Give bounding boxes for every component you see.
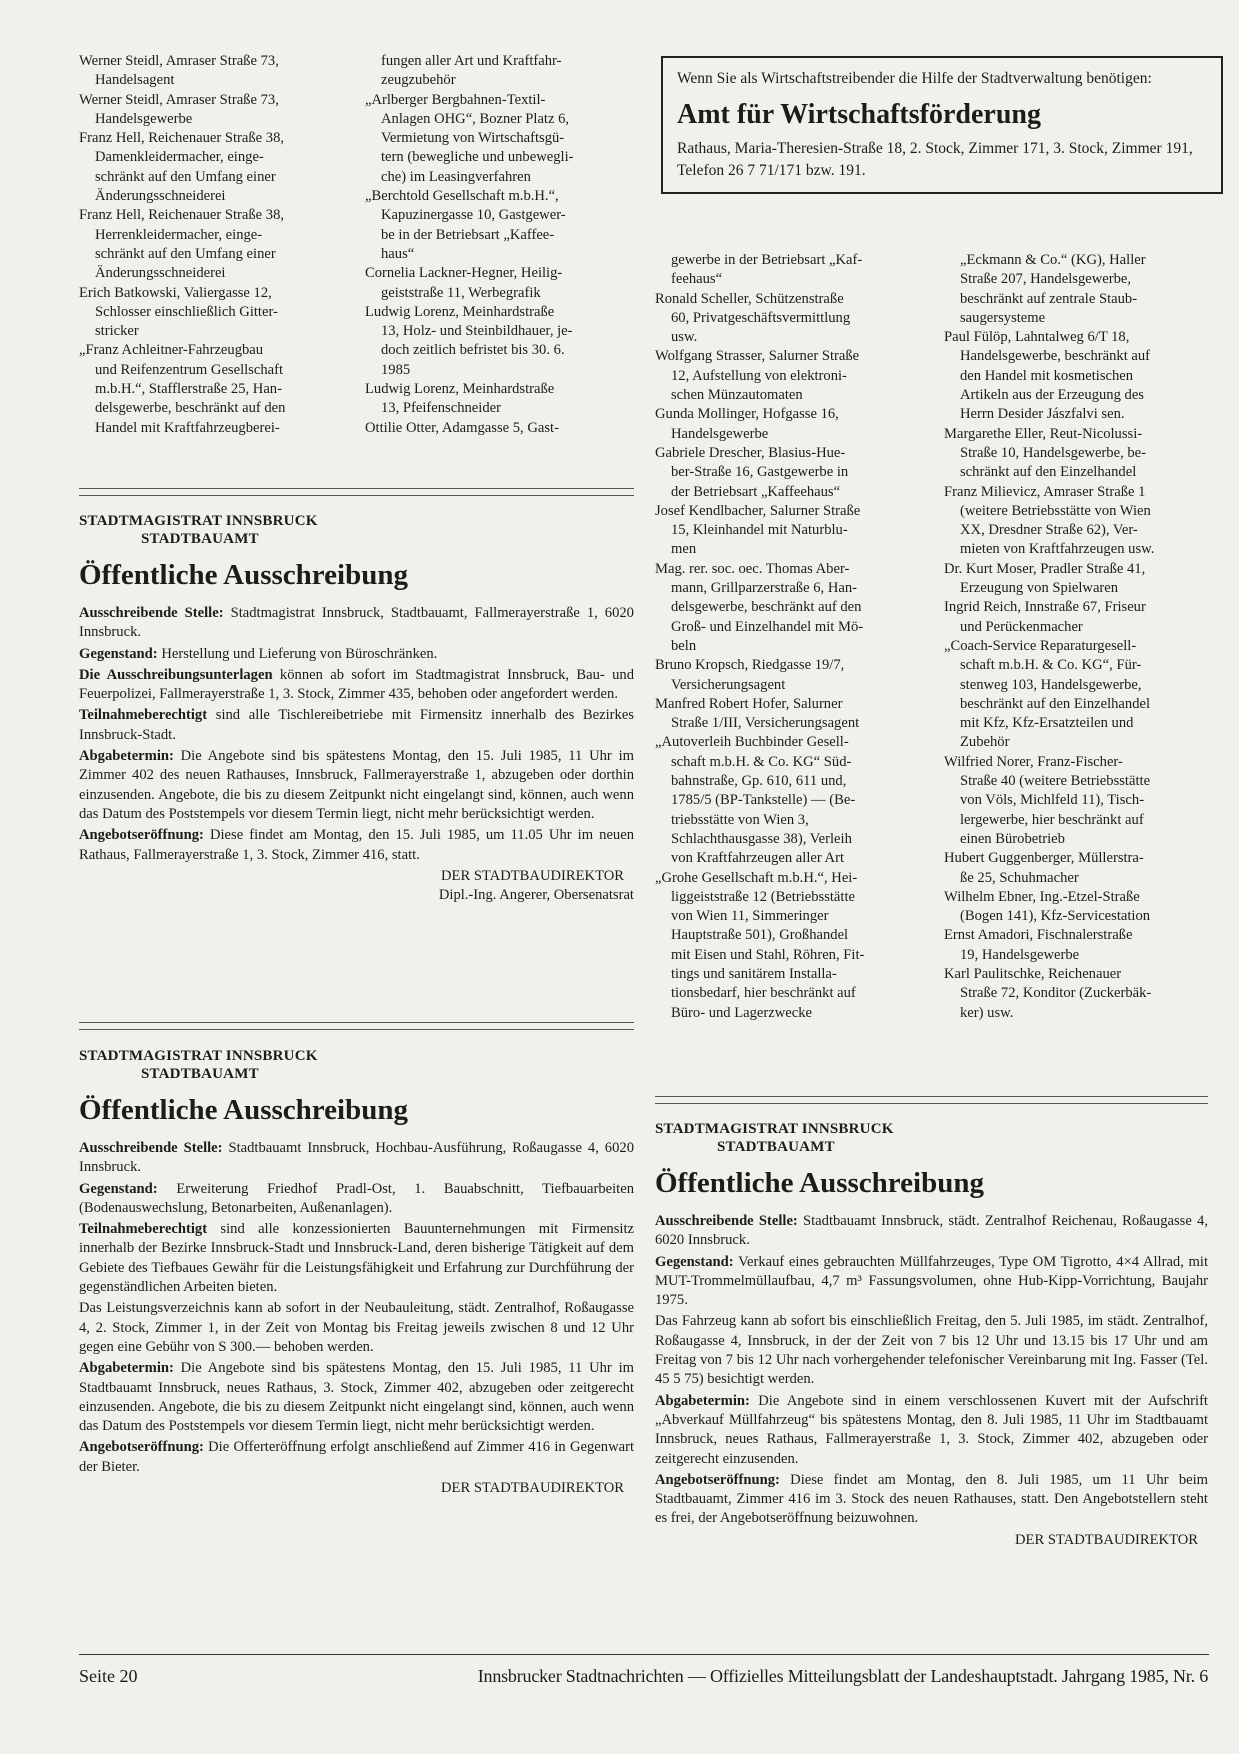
- listing-line: ker) usw.: [960, 1004, 1014, 1021]
- page-number: Seite 20: [79, 1666, 138, 1686]
- signature-name: Dipl.-Ing. Angerer, Obersenatsrat: [438, 887, 634, 904]
- listing-line: tern (bewegliche und unbewegli-: [381, 149, 574, 166]
- paragraph: Ausschreibende Stelle: Stadtmagistrat Innsbruck, Stadtbauamt, Fallmerayerstraße 1, 6020 Innsbruck.: [79, 605, 634, 641]
- footer-rule: [79, 1654, 1209, 1655]
- listing-line: Kapuzinergasse 10, Gastgewer-: [381, 207, 566, 224]
- listing-line: Straße 1/III, Versicherungsagent: [671, 715, 860, 732]
- listing-line: haus“: [381, 245, 415, 262]
- listing-line: Ludwig Lorenz, Meinhardstraße: [365, 381, 555, 398]
- listing-line: Handelsagent: [95, 72, 175, 89]
- column-3-listing: [655, 251, 925, 1023]
- listing-line: Erzeugung von Spielwaren: [960, 580, 1119, 597]
- listing-line: Versicherungsagent: [671, 676, 786, 693]
- listing-line: Karl Paulitschke, Reichenauer: [944, 965, 1122, 982]
- listing-line: delsgewerbe, beschränkt auf den: [671, 599, 862, 616]
- listing-line: lergewerbe, hier beschränkt auf: [960, 811, 1144, 828]
- listing-line: Ronald Scheller, Schützenstraße: [655, 290, 844, 307]
- listing-line: den Handel mit kosmetischen: [960, 367, 1134, 384]
- info-box: [661, 56, 1223, 194]
- authority: STADTMAGISTRAT INNSBRUCK STADTBAUAMT: [79, 513, 318, 547]
- listing-line: Franz Hell, Reichenauer Straße 38,: [79, 130, 285, 147]
- listing-line: Zubehör: [960, 734, 1010, 751]
- listing-line: Handelsgewerbe, beschränkt auf: [960, 348, 1151, 365]
- listing-line: mit Eisen und Stahl, Röhren, Fit-: [671, 946, 865, 963]
- paragraph: Gegenstand: Erweiterung Friedhof Pradl-Ost, 1. Bauabschnitt, Tiefbauarbeiten (Bodenauswechslung, Betonarbeiten, Außenanlagen).: [79, 1180, 634, 1216]
- listing-line: delsgewerbe, beschränkt auf den: [95, 400, 286, 417]
- listing-line: men: [671, 541, 697, 558]
- publication-title: Innsbrucker Stadtnachrichten — Offizielles Mitteilungsblatt der Landeshauptstadt. Jahrgang 1985, Nr. 6: [477, 1666, 1208, 1686]
- listing-line: Wilfried Norer, Franz-Fischer-: [944, 753, 1123, 770]
- divider: [79, 488, 634, 496]
- listing-line: Margarethe Eller, Reut-Nicolussi-: [944, 425, 1143, 442]
- listing-line: tionsbedarf, hier beschränkt auf: [671, 985, 856, 1002]
- paragraph: Ausschreibende Stelle: Stadtbauamt Innsbruck, städt. Zentralhof Reichenau, Roßaugasse 4, 6020 Innsbruck.: [655, 1213, 1208, 1249]
- listing-line: Vermietung von Wirtschaftsgü-: [381, 130, 565, 147]
- listing-line: Herrenkleidermacher, einge-: [95, 226, 263, 243]
- listing-line: 13, Holz- und Steinbildhauer, je-: [381, 323, 573, 340]
- listing-line: Mag. rer. soc. oec. Thomas Aber-: [655, 560, 850, 577]
- listing-line: che) im Leasingverfahren: [381, 168, 531, 185]
- listing-line: Ingrid Reich, Innstraße 67, Friseur: [944, 599, 1146, 616]
- paragraph: Teilnahmeberechtigt sind alle Tischlereibetriebe mit Firmensitz innerhalb des Bezirkes Innsbruck-Stadt.: [79, 707, 634, 743]
- tender-heading: Öffentliche Ausschreibung: [79, 1094, 408, 1126]
- listing-line: gewerbe in der Betriebsart „Kaf-: [671, 252, 863, 268]
- listing-line: Hauptstraße 501), Großhandel: [671, 927, 849, 944]
- tender-3: [655, 1120, 1208, 1550]
- paragraph: Das Fahrzeug kann ab sofort bis einschließlich Freitag, den 5. Juli 1985, im städt. Zentralhof, Roßaugasse 4, Innsbruck, in der der Zeit von 7 bis 12 Uhr und 13.15 bis 17 Uhr und am Freitag von 7 bis 12 Uhr nach vorhergehender telefonischer Vereinbarung mit Ing. Fasser (Tel. 45 5 75) besichtigt werden.: [655, 1313, 1208, 1388]
- listing-line: XX, Dresdner Straße 62), Ver-: [960, 522, 1138, 539]
- listing-line: Dr. Kurt Moser, Pradler Straße 41,: [944, 560, 1146, 577]
- listing-line: Ernst Amadori, Fischnalerstraße: [944, 927, 1133, 944]
- listing-line: von Wien 11, Simmeringer: [671, 908, 829, 925]
- listing-line: Franz Milievicz, Amraser Straße 1: [944, 483, 1146, 500]
- listing-line: (Bogen 141), Kfz-Servicestation: [960, 908, 1151, 925]
- listing-line: Groß- und Einzelhandel mit Mö-: [671, 618, 864, 635]
- listing-line: beschränkt auf den Einzelhandel: [960, 695, 1151, 712]
- listing-line: Ottilie Otter, Adamgasse 5, Gast-: [365, 419, 559, 436]
- listing-line: einen Bürobetrieb: [960, 830, 1065, 847]
- listing-line: Schlachthausgasse 38), Verleih: [671, 830, 852, 847]
- listing-line: be in der Betriebsart „Kaffee-: [381, 226, 555, 243]
- listing-line: doch zeitlich befristet bis 30. 6.: [381, 342, 565, 359]
- paragraph: Das Leistungsverzeichnis kann ab sofort in der Neubauleitung, städt. Zentralhof, Roßaugasse 4, 2. Stock, Zimmer 1, in der Zeit von Montag bis Freitag jeweils zwischen 8 und 12 Uhr gegen eine Gebühr von S 300.— behoben werden.: [79, 1300, 634, 1355]
- divider: [79, 1022, 634, 1030]
- listing-line: 1985: [381, 361, 411, 378]
- paragraph: Abgabetermin: Die Angebote sind bis spätestens Montag, den 15. Juli 1985, 11 Uhr im Zimmer 402 des neuen Rathauses, Innsbruck, Fallmerayerstraße 1, abzugeben oder dorthin einzusenden. Angebote, die bis zu diesem Zeitpunkt nicht eingelangt sind, können, auch wenn das Datum des Poststempels vor diesem Termin liegt, nicht mehr berücksichtigt werden.: [79, 748, 634, 822]
- listing-line: „Eckmann & Co.“ (KG), Haller: [960, 252, 1146, 268]
- listing-line: ße 25, Schuhmacher: [960, 869, 1079, 886]
- tender-heading: Öffentliche Ausschreibung: [79, 559, 408, 591]
- paragraph: Gegenstand: Herstellung und Lieferung von Büroschränken.: [79, 645, 438, 662]
- listing-line: Schlosser einschließlich Gitter-: [95, 303, 278, 320]
- listing-line: 13, Pfeifenschneider: [381, 400, 501, 417]
- listing-line: Straße 40 (weitere Betriebsstätte: [960, 773, 1151, 790]
- listing-line: Werner Steidl, Amraser Straße 73,: [79, 53, 279, 69]
- signature: DER STADTBAUDIREKTOR: [1014, 1531, 1198, 1548]
- box-address: Rathaus, Maria-Theresien-Straße 18, 2. Stock, Zimmer 171, 3. Stock, Zimmer 191, Telefon 26 7 71/171 bzw. 191.: [677, 140, 1193, 179]
- box-intro: Wenn Sie als Wirtschaftstreibender die Hilfe der Stadtverwaltung benötigen:: [677, 70, 1152, 87]
- paragraph: Teilnahmeberechtigt sind alle konzessionierten Bauunternehmungen mit Firmensitz innerhalb der Bezirke Innsbruck-Stadt und Innsbruck-Land, deren bisherige Tätigkeit auf dem Gebiete des Tiefbaues Gewähr für die Leistungsfähigkeit und Erfahrung zur Durchführung der gegenständlichen Arbeiten bieten.: [79, 1221, 634, 1296]
- listing-line: Ludwig Lorenz, Meinhardstraße: [365, 303, 555, 320]
- listing-line: Handelsgewerbe: [95, 110, 193, 127]
- listing-line: „Coach-Service Reparaturgesell-: [944, 637, 1137, 654]
- paragraph: Abgabetermin: Die Angebote sind bis spätestens Montag, den 15. Juli 1985, 11 Uhr im Stadtbauamt Innsbruck, neues Rathaus, 3. Stock, Zimmer 402, abzugeben oder zeitgerecht einzusenden. Angebote, die bis zu diesem Zeitpunkt nicht eingelangt sind, können, auch wenn das Datum des Poststempels vor diesem Termin liegt, nicht mehr berücksichtigt werden.: [79, 1360, 634, 1435]
- paragraph: Die Ausschreibungsunterlagen können ab sofort im Stadtmagistrat Innsbruck, Bau- und Feuerpolizei, Fallmerayerstraße 1, 3. Stock, Zimmer 435, behoben oder angefordert werden.: [79, 666, 635, 703]
- listing-line: Bruno Kropsch, Riedgasse 19/7,: [655, 657, 845, 674]
- listing-line: Handelsgewerbe: [671, 425, 769, 442]
- listing-line: und Reifenzentrum Gesellschaft: [95, 361, 284, 378]
- listing-line: von Kraftfahrzeugen aller Art: [671, 850, 845, 867]
- paragraph: Angebotseröffnung: Diese findet am Montag, den 8. Juli 1985, um 11 Uhr beim Stadtbauamt, Zimmer 416 im 3. Stock des neuen Rathauses, statt. Den Angebotstellern steht es frei, der Angebotseröffnung beizuwohnen.: [655, 1471, 1208, 1527]
- listing-line: Damenkleidermacher, einge-: [95, 149, 264, 166]
- box-heading: Amt für Wirtschaftsförderung: [677, 99, 1041, 130]
- listing-line: Straße 10, Handelsgewerbe, be-: [960, 444, 1146, 461]
- listing-line: schaft m.b.H. & Co. KG“ Süd-: [671, 753, 852, 770]
- paragraph: Angebotseröffnung: Diese findet am Montag, den 15. Juli 1985, um 11.05 Uhr im neuen Rathaus, Fallmerayerstraße 1, 3. Stock, Zimmer 416, statt.: [79, 827, 634, 863]
- tender-2: [79, 1047, 634, 1498]
- tender-heading: Öffentliche Ausschreibung: [655, 1167, 984, 1199]
- listing-line: „Autoverleih Buchbinder Gesell-: [655, 734, 849, 751]
- listing-line: mit Kfz, Kfz-Ersatzteilen und: [960, 715, 1134, 732]
- listing-line: schaft m.b.H. & Co. KG“, Für-: [960, 657, 1142, 674]
- listing-line: beschränkt auf zentrale Staub-: [960, 290, 1138, 307]
- tender-1: [79, 512, 634, 905]
- paragraph: Abgabetermin: Die Angebote sind in einem verschlossenen Kuvert mit der Aufschrift „Abverkauf Müllfahrzeug“ bis spätestens Montag, den 8. Juli 1985, 11 Uhr im Stadtbauamt Innsbruck, neues Rathaus, Fallmerayerstraße 1, 3. Stock, Zimmer 402, abzugeben oder zeitgerecht einzusenden.: [655, 1392, 1208, 1467]
- listing-line: Hubert Guggenberger, Müllerstra-: [944, 850, 1144, 867]
- signature: DER STADTBAUDIREKTOR: [440, 1480, 624, 1497]
- listing-line: Gabriele Drescher, Blasius-Hue-: [655, 444, 846, 461]
- listing-line: „Berchtold Gesellschaft m.b.H.“,: [365, 188, 559, 205]
- listing-line: liggeiststraße 12 (Betriebsstätte: [671, 888, 855, 905]
- listing-line: von Völs, Michlfeld 11), Tisch-: [960, 792, 1145, 809]
- listing-line: stricker: [95, 323, 139, 340]
- listing-line: mann, Grillparzerstraße 6, Han-: [671, 580, 857, 597]
- listing-line: Büro- und Lagerzwecke: [671, 1004, 813, 1021]
- listing-line: Änderungsschneiderei: [95, 265, 226, 282]
- listing-line: saugersysteme: [960, 309, 1046, 326]
- divider: [655, 1096, 1208, 1104]
- listing-line: Josef Kendlbacher, Salurner Straße: [655, 502, 861, 519]
- column-4-listing: [944, 251, 1208, 1023]
- listing-line: Cornelia Lackner-Hegner, Heilig-: [365, 265, 563, 282]
- listing-line: 1785/5 (BP-Tankstelle) — (Be-: [671, 792, 856, 809]
- listing-line: und Perückenmacher: [960, 618, 1083, 635]
- listing-line: beln: [671, 637, 697, 654]
- listing-line: 19, Handelsgewerbe: [960, 946, 1080, 963]
- listing-line: „Franz Achleitner-Fahrzeugbau: [79, 342, 264, 359]
- listing-line: mieten von Kraftfahrzeugen usw.: [960, 541, 1155, 558]
- listing-line: der Betriebsart „Kaffeehaus“: [671, 483, 841, 500]
- listing-line: Paul Fülöp, Lahntalweg 6/T 18,: [944, 329, 1130, 346]
- listing-line: Franz Hell, Reichenauer Straße 38,: [79, 207, 285, 224]
- listing-line: usw.: [671, 329, 698, 346]
- listing-line: Straße 207, Handelsgewerbe,: [960, 271, 1132, 288]
- listing-line: schränkt auf den Umfang einer: [95, 168, 276, 185]
- listing-line: fungen aller Art und Kraftfahr-: [381, 53, 562, 69]
- authority: STADTMAGISTRAT INNSBRUCK STADTBAUAMT: [655, 1121, 894, 1155]
- column-2-listing: [365, 52, 635, 438]
- listing-line: „Arlberger Bergbahnen-Textil-: [365, 91, 546, 108]
- listing-line: schränkt auf den Umfang einer: [95, 245, 276, 262]
- listing-line: Herrn Desider Jászfalvi sen.: [960, 406, 1125, 423]
- listing-line: ber-Straße 16, Gastgewerbe in: [671, 464, 849, 481]
- listing-line: Straße 72, Konditor (Zuckerbäk-: [960, 985, 1152, 1002]
- listing-line: Wilhelm Ebner, Ing.-Etzel-Straße: [944, 888, 1140, 905]
- listing-line: zeugzubehör: [381, 72, 456, 89]
- listing-line: triebsstätte von Wien 3,: [671, 811, 809, 828]
- signature: DER STADTBAUDIREKTOR: [440, 867, 624, 884]
- listing-line: feehaus“: [671, 271, 723, 288]
- listing-line: schen Münzautomaten: [671, 387, 803, 404]
- paragraph: Gegenstand: Verkauf eines gebrauchten Müllfahrzeuges, Type OM Tigrotto, 4×4 Allrad, mit MUT-Trommelmüllaufbau, 4,7 m³ Fassungsvolumen, ohne Hub-Kipp-Vorrichtung, Baujahr 1975.: [655, 1253, 1208, 1309]
- listing-line: „Grohe Gesellschaft m.b.H.“, Hei-: [655, 869, 858, 886]
- listing-line: Wolfgang Strasser, Salurner Straße: [655, 348, 860, 365]
- listing-line: bahnstraße, Gp. 610, 611 und,: [671, 773, 847, 790]
- listing-line: Werner Steidl, Amraser Straße 73,: [79, 91, 279, 108]
- listing-line: tings und sanitärem Installa-: [671, 965, 837, 982]
- listing-line: 15, Kleinhandel mit Naturblu-: [671, 522, 848, 539]
- listing-line: stenweg 103, Handelsgewerbe,: [960, 676, 1142, 693]
- listing-line: m.b.H.“, Stafflerstraße 25, Han-: [95, 381, 282, 398]
- listing-line: Anlagen OHG“, Bozner Platz 6,: [381, 110, 570, 127]
- column-1-listing: [79, 52, 349, 438]
- listing-line: schränkt auf den Einzelhandel: [960, 464, 1137, 481]
- listing-line: Manfred Robert Hofer, Salurner: [655, 695, 843, 712]
- listing-line: Artikeln aus der Erzeugung des: [960, 387, 1144, 404]
- paragraph: Ausschreibende Stelle: Stadtbauamt Innsbruck, Hochbau-Ausführung, Roßaugasse 4, 6020 Innsbruck.: [79, 1140, 634, 1176]
- listing-line: Gunda Mollinger, Hofgasse 16,: [655, 406, 839, 423]
- listing-line: 60, Privatgeschäftsvermittlung: [671, 309, 851, 326]
- listing-line: (weitere Betriebsstätte von Wien: [960, 502, 1151, 519]
- listing-line: Änderungsschneiderei: [95, 188, 226, 205]
- listing-line: geiststraße 11, Werbegrafik: [381, 284, 541, 301]
- listing-line: 12, Aufstellung von elektroni-: [671, 367, 847, 384]
- authority: STADTMAGISTRAT INNSBRUCK STADTBAUAMT: [79, 1048, 318, 1082]
- listing-line: Erich Batkowski, Valiergasse 12,: [79, 284, 272, 301]
- listing-line: Handel mit Kraftfahrzeugberei-: [95, 419, 280, 436]
- paragraph: Angebotseröffnung: Die Offerteröffnung erfolgt anschließend auf Zimmer 416 in Gegenwart der Bieter.: [79, 1439, 634, 1475]
